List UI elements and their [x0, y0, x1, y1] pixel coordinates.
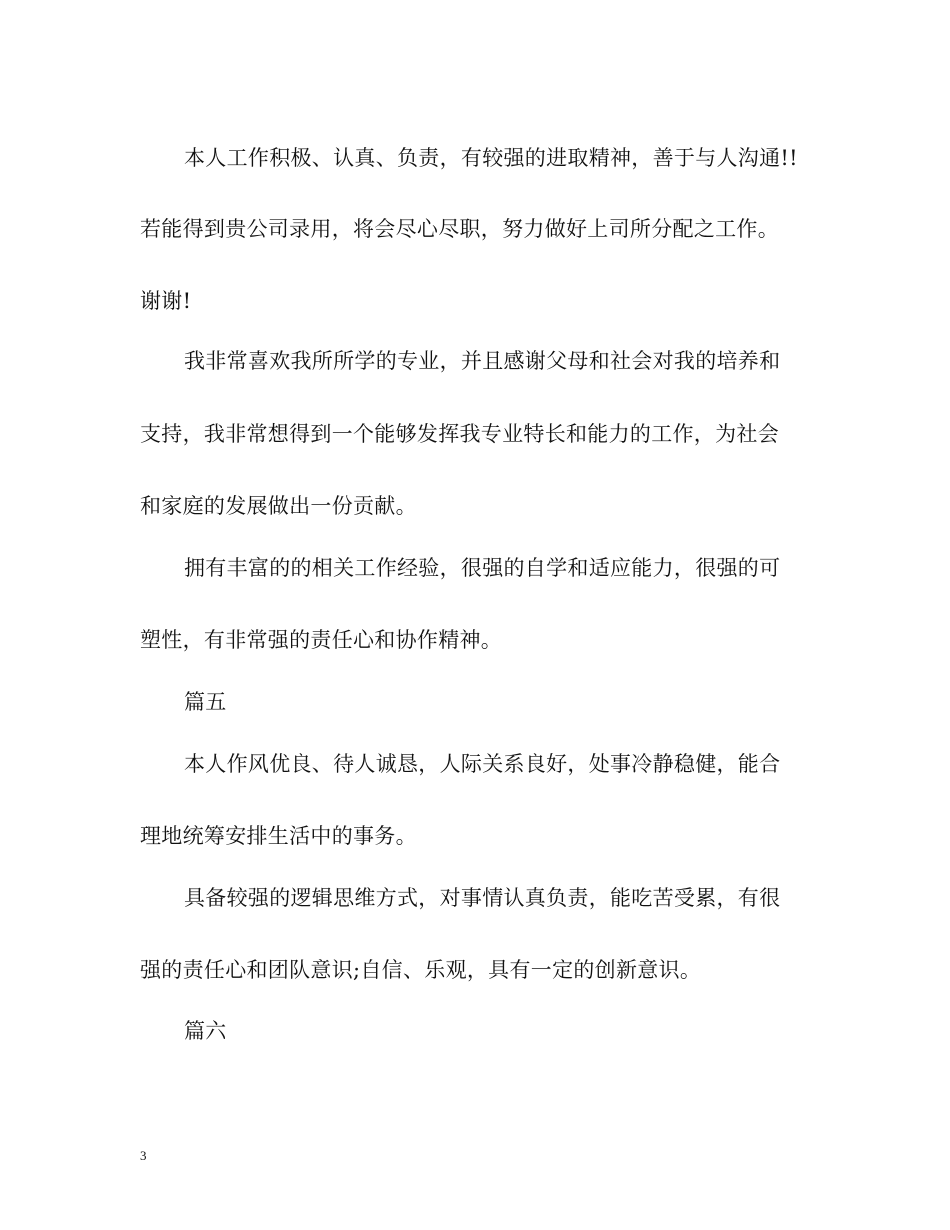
paragraph-line: 拥有丰富的的相关工作经验，很强的自学和适应能力，很强的可: [184, 556, 781, 580]
paragraph-line: 和家庭的发展做出一份贡献。: [140, 494, 417, 518]
paragraph-line: 具备较强的逻辑思维方式，对事情认真负责，能吃苦受累，有很: [184, 886, 781, 910]
section-heading: 篇六: [184, 1019, 227, 1043]
page-number: 3: [140, 1148, 147, 1163]
paragraph-line: 支持，我非常想得到一个能够发挥我专业特长和能力的工作，为社会: [140, 422, 779, 446]
paragraph-line: 塑性，有非常强的责任心和协作精神。: [140, 628, 503, 652]
paragraph-line: 本人工作积极、认真、负责，有较强的进取精神，善于与人沟通!!: [184, 146, 798, 170]
paragraph-line: 本人作风优良、待人诚恳，人际关系良好，处事冷静稳健，能合: [184, 752, 781, 776]
paragraph-line: 若能得到贵公司录用，将会尽心尽职，努力做好上司所分配之工作。: [140, 217, 779, 241]
section-heading: 篇五: [184, 690, 227, 714]
paragraph-line: 我非常喜欢我所所学的专业，并且感谢父母和社会对我的培养和: [184, 349, 781, 373]
paragraph-line: 强的责任心和团队意识;自信、乐观，具有一定的创新意识。: [140, 958, 702, 982]
paragraph-line: 理地统筹安排生活中的事务。: [140, 824, 417, 848]
paragraph-line: 谢谢!: [140, 289, 192, 313]
